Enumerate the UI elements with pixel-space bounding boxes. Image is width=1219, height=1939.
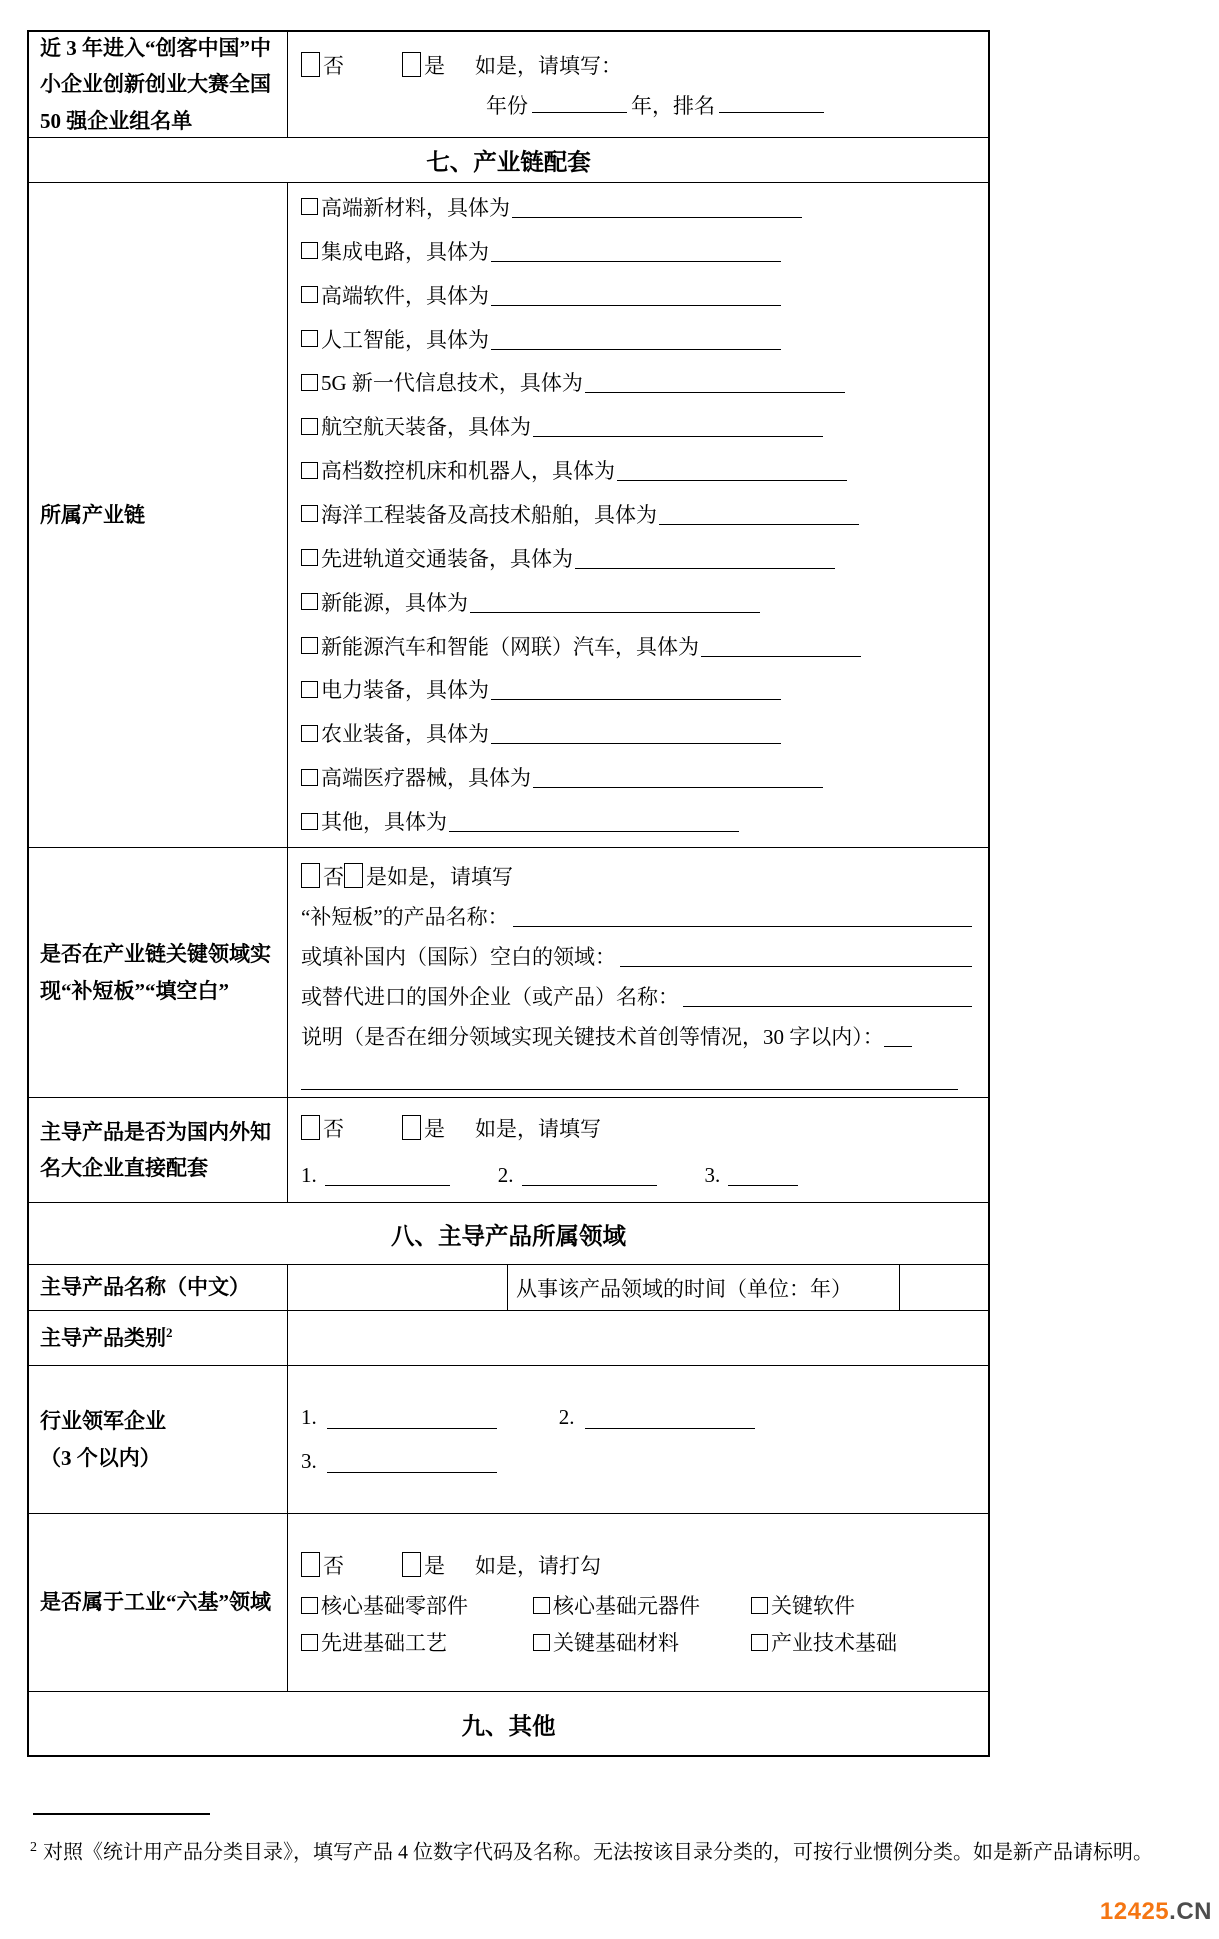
leaders-line-1 [301, 1396, 978, 1440]
section-7-header [29, 137, 988, 182]
fill-in-blank [327, 1450, 497, 1472]
shortboard-gap-line [301, 936, 978, 976]
chain-item [301, 536, 978, 580]
checkbox[interactable] [301, 813, 318, 830]
industry-leaders-label-line1: 行业领军企业 [40, 1409, 166, 1434]
product-category-label-text: 主导产品类别$^2$ [40, 1324, 173, 1350]
section-8-title: 八、主导产品所属领域 [391, 1223, 626, 1250]
shortboard-label-text: 是否在产业链关键领域实现“补短板”“填空白” [40, 942, 271, 1003]
checkbox[interactable] [301, 198, 318, 215]
six-bases-options-row-1 [301, 1587, 978, 1624]
fill-in-blank [327, 1406, 497, 1428]
chain-item-label: 海洋工程装备及高技术船舶，具体为 [321, 502, 657, 527]
fill-in-blank [491, 328, 781, 350]
chain-item-label: 高端软件，具体为 [321, 283, 489, 308]
product-category-input-cell[interactable] [288, 1311, 988, 1365]
checkbox-yes[interactable] [402, 52, 421, 77]
checkbox[interactable] [301, 681, 318, 698]
fill-in-blank [617, 459, 847, 481]
fill-in-blank [585, 371, 845, 393]
supporting-label-text: 主导产品是否为国内外知名大企业直接配套 [40, 1119, 271, 1180]
chain-item [301, 229, 978, 273]
fill-in-blank [659, 503, 859, 525]
form-table [27, 30, 990, 1757]
checkbox[interactable] [301, 593, 318, 610]
six-bases-content [288, 1514, 988, 1691]
shortboard-product-line [301, 896, 978, 936]
checkbox[interactable] [301, 637, 318, 654]
option-item [301, 1627, 533, 1657]
chain-item-label: 5G 新一代信息技术，具体为 [321, 371, 583, 396]
watermark-domain: .CN [1169, 1898, 1212, 1925]
chain-item [301, 492, 978, 536]
no-label: 否 [323, 53, 344, 78]
shortboard-yes-no-line [301, 856, 978, 896]
number-label: 3. [704, 1162, 721, 1187]
chain-item [301, 185, 978, 229]
footnote-number: 2 [30, 1840, 37, 1855]
row-maker-china [29, 32, 988, 137]
leaders-line-2 [301, 1440, 978, 1484]
chain-item-label: 高端新材料，具体为 [321, 195, 510, 220]
option-label: 核心基础零部件 [321, 1594, 468, 1618]
no-label: 否 [323, 1116, 344, 1141]
shortboard-replace-line [301, 976, 978, 1016]
product-name-label-text: 主导产品名称（中文） [40, 1275, 250, 1300]
chain-item-label: 高端医疗器械，具体为 [321, 766, 531, 791]
row-shortboard [29, 847, 988, 1097]
site-watermark [1100, 1898, 1212, 1926]
product-category-label [29, 1311, 288, 1365]
no-label: 否 [323, 864, 344, 889]
checkbox[interactable] [301, 286, 318, 303]
industry-leaders-label [29, 1366, 288, 1513]
checkbox-yes[interactable] [344, 863, 363, 888]
shortboard-label [29, 848, 288, 1097]
chain-item-label: 人工智能，具体为 [321, 327, 489, 352]
footnote [30, 1836, 1188, 1870]
yes-label: 是 [366, 864, 387, 889]
checkbox[interactable] [533, 1597, 550, 1614]
chain-item-label: 电力装备，具体为 [321, 678, 489, 703]
fill-in-blank [512, 196, 802, 218]
option-item [751, 1627, 978, 1657]
chain-item [301, 360, 978, 404]
fill-in-blank [620, 944, 972, 966]
fill-in-blank [533, 766, 823, 788]
row-product-category [29, 1310, 988, 1365]
if-yes-prompt: 如是，请填写 [475, 1116, 601, 1141]
checkbox[interactable] [301, 418, 318, 435]
industry-chain-label [29, 183, 288, 847]
checkbox[interactable] [301, 330, 318, 347]
fill-in-blank [719, 90, 824, 112]
time-in-field-label-text: 从事该产品领域的时间（单位：年） [516, 1276, 852, 1301]
product-name-prompt: “补短板”的产品名称： [301, 904, 509, 929]
maker-china-yes-no-line [301, 50, 978, 80]
chain-item [301, 448, 978, 492]
if-yes-prompt: 如是，请填写 [387, 864, 513, 889]
chain-item [301, 755, 978, 799]
chain-item-label: 新能源汽车和智能（网联）汽车，具体为 [321, 634, 699, 659]
yes-label: 是 [424, 1553, 445, 1578]
supporting-label [29, 1098, 288, 1202]
option-item [301, 1590, 533, 1620]
checkbox-no[interactable] [301, 52, 320, 77]
fill-in-blank [701, 635, 861, 657]
fill-in-blank [884, 1024, 912, 1046]
row-industry-leaders [29, 1365, 988, 1513]
fill-in-blank [470, 591, 760, 613]
option-item [751, 1590, 978, 1620]
fill-in-blank [728, 1164, 798, 1186]
no-label: 否 [323, 1553, 344, 1578]
chain-item-label: 新能源，具体为 [321, 590, 468, 615]
yes-label: 是 [424, 53, 445, 78]
number-label: 2. [497, 1162, 514, 1187]
industry-chain-label-text: 所属产业链 [40, 502, 145, 527]
replace-import-prompt: 或替代进口的国外企业（或产品）名称： [301, 984, 679, 1009]
chain-item-label: 先进轨道交通装备，具体为 [321, 546, 573, 571]
checkbox-yes[interactable] [402, 1552, 421, 1577]
fill-in-blank [325, 1164, 450, 1186]
row-supporting [29, 1097, 988, 1202]
industry-leaders-label-line2: （3 个以内） [40, 1445, 161, 1470]
fill-in-blank [449, 810, 739, 832]
checkbox[interactable] [301, 462, 318, 479]
fill-in-blank [301, 1089, 958, 1090]
year-suffix-label: 年，排名 [631, 93, 715, 118]
maker-china-label [29, 32, 288, 137]
fill-in-blank [533, 415, 823, 437]
fill-in-blank [513, 904, 972, 926]
time-in-field-input-cell[interactable] [900, 1265, 988, 1310]
checkbox[interactable] [301, 374, 318, 391]
industry-chain-content [288, 183, 988, 847]
chain-item [301, 711, 978, 755]
note-prompt: 说明（是否在细分领域实现关键技术首创等情况，30 字以内）： [301, 1024, 884, 1049]
checkbox[interactable] [301, 1634, 318, 1651]
chain-item-label: 集成电路，具体为 [321, 239, 489, 264]
time-in-field-label [508, 1265, 900, 1310]
checkbox[interactable] [301, 505, 318, 522]
fill-in-blank [491, 678, 781, 700]
row-product-name [29, 1264, 988, 1310]
product-name-input-cell[interactable] [288, 1265, 508, 1310]
watermark-number: 12425 [1099, 1898, 1170, 1925]
shortboard-content [288, 848, 988, 1097]
checkbox[interactable] [301, 549, 318, 566]
fill-in-blank [491, 240, 781, 262]
chain-item [301, 624, 978, 668]
number-label: 1. [301, 1162, 317, 1187]
maker-china-label-text: 近 3 年进入“创客中国”中小企业创新创业大赛全国 50 强企业组名单 [40, 36, 271, 133]
row-six-bases [29, 1513, 988, 1691]
checkbox[interactable] [301, 1597, 318, 1614]
section-7-title: 七、产业链配套 [426, 150, 591, 176]
industry-leaders-content [288, 1366, 988, 1513]
supporting-content [288, 1098, 988, 1202]
product-name-label [29, 1265, 288, 1310]
chain-item [301, 273, 978, 317]
if-yes-prompt: 如是，请打勾 [475, 1553, 601, 1578]
checkbox-yes[interactable] [402, 1115, 421, 1140]
section-9-title: 九、其他 [461, 1713, 556, 1740]
shortboard-note-line [301, 1016, 978, 1056]
supporting-yes-no-line [301, 1113, 978, 1143]
six-bases-options-row-2 [301, 1624, 978, 1661]
supporting-numbers-line [301, 1163, 978, 1188]
chain-item-label: 其他，具体为 [321, 810, 447, 834]
option-item [533, 1627, 751, 1657]
footnote-text: 对照《统计用产品分类目录》，填写产品 4 位数字代码及名称。无法按该目录分类的，可按行业惯例分类。如是新产品请标明。 [43, 1841, 1153, 1864]
chain-item [301, 317, 978, 361]
six-bases-yes-no-line [301, 1545, 978, 1585]
chain-item-label: 航空航天装备，具体为 [321, 415, 531, 440]
gap-field-prompt: 或填补国内（国际）空白的领域： [301, 944, 616, 969]
yes-label: 是 [424, 1116, 445, 1141]
fill-in-blank [532, 90, 627, 112]
checkbox[interactable] [301, 725, 318, 742]
fill-in-blank [491, 722, 781, 744]
fill-in-blank [522, 1164, 657, 1186]
footnote-ref: 2 [166, 1324, 173, 1340]
option-label: 核心基础元器件 [553, 1594, 700, 1618]
section-9-header [29, 1691, 988, 1755]
checkbox-no[interactable] [301, 863, 320, 888]
number-label: 1. [301, 1405, 317, 1429]
fill-in-blank [683, 984, 972, 1006]
checkbox[interactable] [301, 769, 318, 786]
option-label: 关键软件 [771, 1594, 855, 1618]
number-label: 3. [301, 1449, 317, 1473]
chain-item-label: 农业装备，具体为 [321, 722, 489, 747]
chain-item [301, 668, 978, 712]
footnote-divider [33, 1813, 210, 1815]
fill-in-blank [585, 1406, 755, 1428]
if-yes-prompt: 如是，请填写： [475, 53, 622, 78]
year-prefix-label: 年份 [486, 93, 528, 118]
six-bases-label [29, 1514, 288, 1691]
option-label: 关键基础材料 [553, 1631, 679, 1655]
option-label: 先进基础工艺 [321, 1631, 447, 1655]
chain-item-label: 高档数控机床和机器人，具体为 [321, 459, 615, 484]
option-label: 产业技术基础 [771, 1631, 897, 1655]
checkbox[interactable] [533, 1634, 550, 1651]
number-label: 2. [558, 1405, 575, 1429]
fill-in-blank [491, 284, 781, 306]
checkbox[interactable] [751, 1597, 768, 1614]
chain-item [301, 580, 978, 624]
checkbox-no[interactable] [301, 1552, 320, 1577]
checkbox[interactable] [301, 242, 318, 259]
checkbox-no[interactable] [301, 1115, 320, 1140]
chain-item [301, 799, 978, 843]
section-8-header [29, 1202, 988, 1264]
chain-item [301, 404, 978, 448]
row-industry-chain [29, 182, 988, 847]
six-bases-label-text: 是否属于工业“六基”领域 [40, 1590, 271, 1615]
checkbox[interactable] [751, 1634, 768, 1651]
maker-china-year-line [301, 90, 978, 120]
maker-china-content [288, 32, 988, 137]
option-item [533, 1590, 751, 1620]
shortboard-extra-line [301, 1056, 978, 1090]
fill-in-blank [575, 547, 835, 569]
